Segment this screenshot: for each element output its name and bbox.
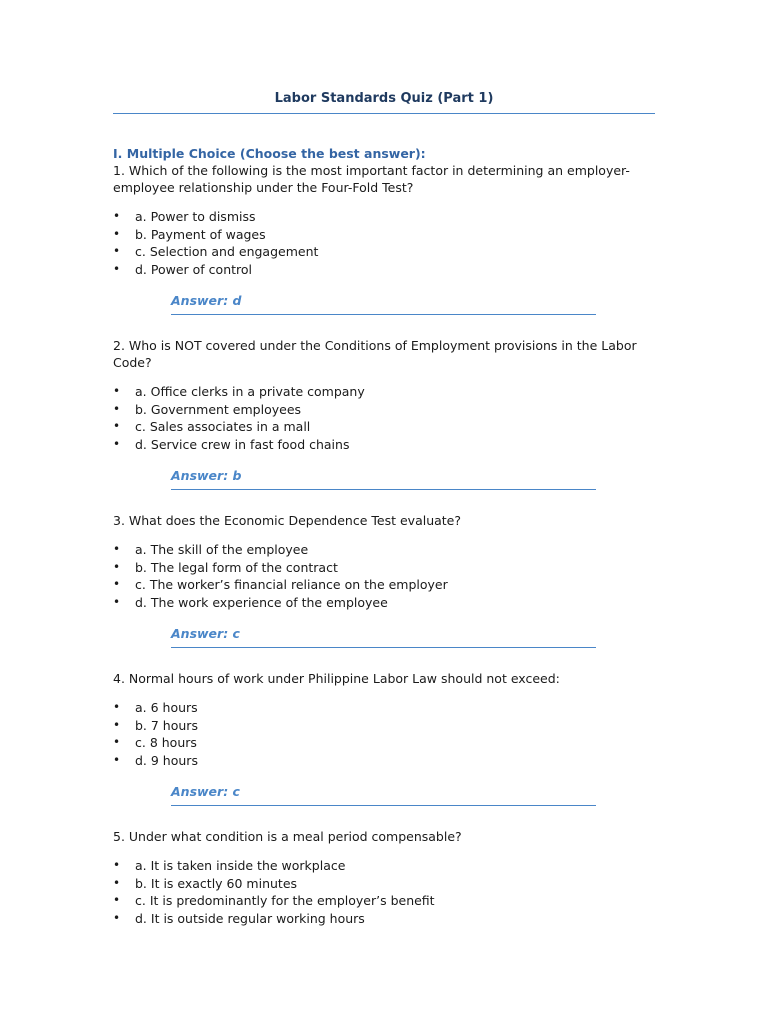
bullet-icon: •	[113, 577, 121, 591]
option-label: d. Power of control	[135, 261, 252, 277]
bullet-icon: •	[113, 226, 121, 241]
option-label: b. 7 hours	[135, 717, 198, 733]
options-list	[113, 541, 655, 611]
bullet-icon: •	[113, 735, 121, 749]
option-b	[113, 717, 655, 735]
option-label: c. Selection and engagement	[135, 244, 319, 259]
bullet-icon: •	[113, 209, 121, 223]
option-label: d. Service crew in fast food chains	[135, 436, 350, 452]
answer-key: Answer: c	[171, 625, 596, 648]
page-title: Labor Standards Quiz (Part 1)	[113, 90, 655, 114]
bullet-icon: •	[113, 594, 121, 609]
options-list	[113, 208, 655, 278]
section-heading: I. Multiple Choice (Choose the best answer):	[113, 146, 426, 161]
option-label: b. The legal form of the contract	[135, 559, 338, 575]
option-label: c. Sales associates in a mall	[135, 419, 311, 434]
bullet-icon: •	[113, 858, 121, 872]
bullet-icon: •	[113, 875, 121, 890]
option-a	[113, 208, 655, 226]
option-a	[113, 383, 655, 401]
option-label: b. It is exactly 60 minutes	[135, 875, 298, 891]
option-label: c. The worker’s financial reliance on the employer	[135, 577, 448, 592]
option-label: a. Power to dismiss	[135, 209, 256, 224]
bullet-icon: •	[113, 401, 121, 416]
option-d	[113, 594, 655, 612]
option-c	[113, 892, 655, 910]
question-text: 1. Which of the following is the most important factor in determining an employer-employee relationship under the Four-Fold Test?	[113, 163, 630, 195]
option-label: d. It is outside regular working hours	[135, 910, 365, 926]
options-list	[113, 699, 655, 769]
option-a	[113, 857, 655, 875]
bullet-icon: •	[113, 261, 121, 276]
bullet-icon: •	[113, 559, 121, 574]
answer-key: Answer: b	[171, 467, 596, 490]
option-label: b. Government employees	[135, 401, 302, 417]
option-label: a. 6 hours	[135, 700, 198, 715]
bullet-icon: •	[113, 244, 121, 258]
option-c	[113, 576, 655, 594]
option-d	[113, 752, 655, 770]
question-3	[113, 512, 655, 648]
options-list	[113, 383, 655, 453]
answer-key: Answer: d	[171, 292, 596, 315]
question-1	[113, 162, 655, 315]
option-label: d. The work experience of the employee	[135, 594, 388, 610]
question-text: 5. Under what condition is a meal period compensable?	[113, 829, 462, 844]
option-a	[113, 699, 655, 717]
document-page	[113, 90, 655, 927]
bullet-icon: •	[113, 542, 121, 556]
option-b	[113, 875, 655, 893]
bullet-icon: •	[113, 419, 121, 433]
question-4	[113, 670, 655, 806]
option-label: a. The skill of the employee	[135, 542, 309, 557]
question-5	[113, 828, 655, 927]
option-d	[113, 910, 655, 928]
bullet-icon: •	[113, 436, 121, 451]
bullet-icon: •	[113, 384, 121, 398]
option-label: a. It is taken inside the workplace	[135, 858, 346, 873]
option-label: c. It is predominantly for the employer’s benefit	[135, 893, 435, 908]
option-b	[113, 559, 655, 577]
option-c	[113, 734, 655, 752]
question-text: 3. What does the Economic Dependence Test evaluate?	[113, 513, 462, 528]
question-text: 2. Who is NOT covered under the Conditions of Employment provisions in the Labor Code?	[113, 338, 637, 370]
bullet-icon: •	[113, 893, 121, 907]
question-text: 4. Normal hours of work under Philippine Labor Law should not exceed:	[113, 671, 560, 686]
option-c	[113, 243, 655, 261]
option-label: b. Payment of wages	[135, 226, 266, 242]
option-d	[113, 436, 655, 454]
option-label: d. 9 hours	[135, 752, 198, 768]
option-b	[113, 401, 655, 419]
option-b	[113, 226, 655, 244]
bullet-icon: •	[113, 717, 121, 732]
options-list	[113, 857, 655, 927]
bullet-icon: •	[113, 700, 121, 714]
answer-key: Answer: c	[171, 783, 596, 806]
option-label: a. Office clerks in a private company	[135, 384, 365, 399]
option-label: c. 8 hours	[135, 735, 197, 750]
option-d	[113, 261, 655, 279]
option-a	[113, 541, 655, 559]
option-c	[113, 418, 655, 436]
bullet-icon: •	[113, 910, 121, 925]
question-2	[113, 337, 655, 490]
bullet-icon: •	[113, 752, 121, 767]
